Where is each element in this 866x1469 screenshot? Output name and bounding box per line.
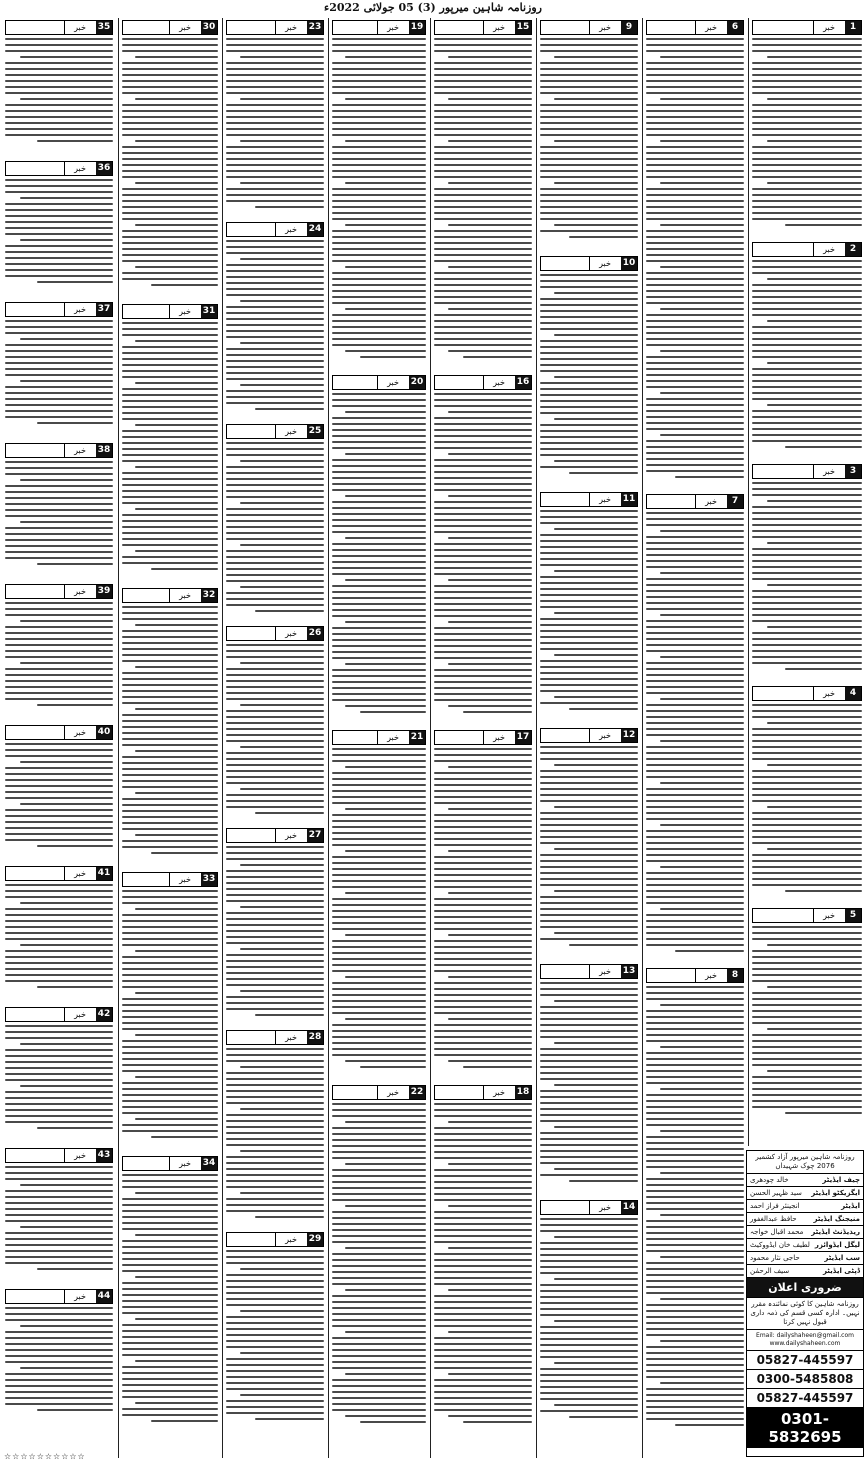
news-item: [332, 375, 426, 724]
news-item-number: 28: [308, 1032, 322, 1042]
news-item-tag: خبر: [377, 731, 408, 744]
news-item-number: 26: [308, 628, 322, 638]
news-item-tag: خبر: [813, 687, 844, 700]
news-item: [540, 256, 638, 486]
news-item-tag: خبر: [64, 1290, 95, 1303]
news-item-header: [226, 222, 324, 237]
news-item-body: [226, 644, 324, 814]
masthead-title: روزنامہ شاہین میرپور (3) 05 جولائی 2022ء: [324, 1, 542, 14]
news-item-header: [5, 584, 113, 599]
imprint-row: [747, 1252, 863, 1265]
news-item: [122, 1156, 218, 1434]
imprint-address: روزنامہ شاہین میرپور آزاد کشمیر 2076 چوک شہیداں: [747, 1151, 863, 1174]
imprint-row: [747, 1200, 863, 1213]
news-item-header: [226, 1030, 324, 1045]
news-item-body: [434, 393, 532, 713]
news-item: [5, 866, 113, 1001]
phone-2: 0300-5485808: [747, 1369, 863, 1388]
news-item-header: [5, 1289, 113, 1304]
contact-info: Email: dailyshaheen@gmail.com www.dailyshaheen.com: [756, 1332, 854, 1347]
news-item-body: [332, 1103, 426, 1423]
news-item: [540, 20, 638, 250]
news-item-body: [332, 38, 426, 358]
news-item-tag: خبر: [589, 1201, 620, 1214]
imprint-role: سب ایڈیٹر: [824, 1254, 860, 1262]
news-item: [752, 908, 862, 1124]
news-item-body: [5, 38, 113, 142]
news-item: [540, 1200, 638, 1430]
news-item: [122, 20, 218, 298]
news-item-number: 23: [308, 22, 322, 32]
news-item: [646, 968, 744, 1436]
news-item-tag: خبر: [169, 21, 200, 34]
news-item-header: [5, 725, 113, 740]
news-item-number: 10: [622, 258, 636, 268]
news-item-body: [540, 746, 638, 946]
news-item-header: [5, 866, 113, 881]
imprint-role: ایگزیکٹو ایڈیٹر: [811, 1189, 860, 1197]
news-item: [226, 828, 324, 1024]
imprint-role: چیف ایڈیٹر: [822, 1176, 860, 1184]
news-item-tag: خبر: [64, 303, 95, 316]
news-item-tag: خبر: [589, 729, 620, 742]
news-item-header: [5, 1148, 113, 1163]
news-item-number: 25: [308, 426, 322, 436]
news-item-body: [540, 38, 638, 238]
news-item: [752, 686, 862, 902]
news-item-header: [226, 828, 324, 843]
news-item-body: [332, 748, 426, 1068]
news-item-tag: خبر: [169, 589, 200, 602]
news-column: [2, 18, 116, 1458]
imprint-person: حاجی نثار محمود: [750, 1254, 800, 1262]
news-item-header: [5, 1007, 113, 1022]
news-item: [5, 1007, 113, 1142]
news-item: [226, 20, 324, 216]
news-item-header: [434, 375, 532, 390]
imprint-role: ایڈیٹر: [841, 1202, 860, 1210]
news-item-tag: خبر: [64, 444, 95, 457]
news-item-number: 19: [410, 22, 424, 32]
news-item-tag: خبر: [377, 21, 408, 34]
news-item-number: 30: [202, 22, 216, 32]
news-item-body: [5, 179, 113, 283]
news-item-header: [5, 161, 113, 176]
news-item-tag: خبر: [589, 257, 620, 270]
news-item-body: [122, 1174, 218, 1422]
imprint-box: [746, 1150, 864, 1457]
news-item-tag: خبر: [64, 585, 95, 598]
news-item-body: [540, 510, 638, 710]
footer-stars: ☆☆☆☆☆☆☆☆☆☆: [4, 1452, 86, 1461]
news-item-header: [752, 908, 862, 923]
news-item: [434, 20, 532, 369]
news-item: [226, 1030, 324, 1226]
news-column: [642, 18, 747, 1458]
news-item-number: 16: [516, 377, 530, 387]
imprint-person: خالد چودھری: [750, 1176, 789, 1184]
news-item-header: [5, 443, 113, 458]
news-item-body: [332, 393, 426, 713]
news-column: [328, 18, 429, 1458]
news-item-tag: خبر: [64, 162, 95, 175]
news-item-number: 15: [516, 22, 530, 32]
news-item: [540, 728, 638, 958]
news-item-body: [122, 322, 218, 570]
news-item-body: [540, 1218, 638, 1418]
news-item: [226, 1232, 324, 1428]
news-item-header: [540, 256, 638, 271]
imprint-row: [747, 1239, 863, 1252]
news-item-body: [226, 1250, 324, 1420]
imprint-person: سید ظہیر الحسن: [750, 1189, 802, 1197]
news-item-body: [752, 38, 862, 226]
imprint-person: لطیف خان ایڈووکیٹ: [750, 1241, 810, 1249]
news-item-body: [540, 982, 638, 1182]
news-item-number: 32: [202, 590, 216, 600]
news-item-tag: خبر: [64, 1008, 95, 1021]
imprint-role: منیجنگ ایڈیٹر: [813, 1215, 860, 1223]
news-item: [122, 304, 218, 582]
news-item-number: 29: [308, 1234, 322, 1244]
news-item: [226, 424, 324, 620]
news-item: [5, 1148, 113, 1283]
news-item: [752, 464, 862, 680]
news-item-tag: خبر: [813, 465, 844, 478]
news-item-number: 37: [97, 304, 111, 314]
news-item-header: [226, 1232, 324, 1247]
news-item-number: 34: [202, 1158, 216, 1168]
news-item-tag: خبر: [275, 21, 306, 34]
imprint-role: ریذیڈنٹ ایڈیٹر: [811, 1228, 860, 1236]
news-item-body: [5, 1307, 113, 1411]
news-item-number: 3: [845, 465, 861, 478]
news-item-body: [122, 38, 218, 286]
news-item: [5, 302, 113, 437]
news-item-body: [646, 512, 744, 952]
news-item-header: [752, 464, 862, 479]
news-item-body: [434, 38, 532, 358]
news-item-body: [752, 926, 862, 1114]
imprint-row: [747, 1213, 863, 1226]
news-item-body: [5, 743, 113, 847]
news-item-body: [752, 260, 862, 448]
news-item-number: 44: [97, 1291, 111, 1301]
news-item-tag: خبر: [275, 223, 306, 236]
news-item-body: [122, 890, 218, 1138]
news-item-number: 18: [516, 1087, 530, 1097]
news-column: [748, 18, 865, 1146]
news-item-number: 35: [97, 22, 111, 32]
news-item-number: 42: [97, 1009, 111, 1019]
news-item-body: [752, 482, 862, 670]
news-item-number: 33: [202, 874, 216, 884]
news-item-tag: خبر: [695, 969, 726, 982]
news-item-number: 13: [622, 966, 636, 976]
news-item-tag: خبر: [64, 1149, 95, 1162]
news-column: [536, 18, 641, 1458]
imprint-row: [747, 1174, 863, 1187]
news-item-body: [5, 884, 113, 988]
news-item-header: [540, 492, 638, 507]
news-item-body: [122, 606, 218, 854]
news-item-header: [540, 964, 638, 979]
news-item: [752, 20, 862, 236]
news-item-tag: خبر: [64, 21, 95, 34]
news-item-header: [646, 494, 744, 509]
news-item-body: [5, 461, 113, 565]
news-item-number: 8: [727, 969, 743, 982]
news-item: [226, 626, 324, 822]
news-item-body: [5, 320, 113, 424]
news-item-tag: خبر: [64, 867, 95, 880]
news-item-body: [226, 846, 324, 1016]
news-item-header: [5, 20, 113, 35]
imprint-row: [747, 1226, 863, 1239]
news-item-number: 14: [622, 1202, 636, 1212]
news-item-header: [752, 20, 862, 35]
news-item-number: 24: [308, 224, 322, 234]
news-item: [434, 730, 532, 1079]
news-item-tag: خبر: [64, 726, 95, 739]
news-item-tag: خبر: [483, 731, 514, 744]
news-item: [540, 964, 638, 1194]
news-item-body: [752, 704, 862, 892]
news-item: [332, 20, 426, 369]
news-item-number: 43: [97, 1150, 111, 1160]
news-item-tag: خبر: [483, 1086, 514, 1099]
news-item: [5, 20, 113, 155]
news-item-header: [122, 304, 218, 319]
imprint-role: ڈپٹی ایڈیٹر: [822, 1267, 860, 1275]
news-item: [5, 584, 113, 719]
news-item-header: [540, 1200, 638, 1215]
news-item-number: 5: [845, 909, 861, 922]
imprint-person: حافظ عبدالغفور: [750, 1215, 797, 1223]
news-item-body: [646, 38, 744, 478]
news-item-header: [646, 968, 744, 983]
news-column: [222, 18, 327, 1458]
news-item-tag: خبر: [483, 21, 514, 34]
phone-3: 05827-445597: [747, 1388, 863, 1407]
news-item-number: 41: [97, 868, 111, 878]
news-item-header: [540, 728, 638, 743]
news-item-number: 1: [845, 21, 861, 34]
news-item-header: [122, 20, 218, 35]
news-item: [540, 492, 638, 722]
news-item-body: [434, 1103, 532, 1423]
news-item-number: 22: [410, 1087, 424, 1097]
news-item: [752, 242, 862, 458]
news-item-tag: خبر: [589, 493, 620, 506]
news-item-number: 7: [727, 495, 743, 508]
news-item-body: [5, 602, 113, 706]
news-item: [5, 725, 113, 860]
news-item: [226, 222, 324, 418]
news-item-header: [332, 375, 426, 390]
news-item-number: 31: [202, 306, 216, 316]
news-item-number: 36: [97, 163, 111, 173]
news-item-header: [332, 730, 426, 745]
news-item: [5, 1289, 113, 1424]
news-item-number: 20: [410, 377, 424, 387]
news-item-header: [332, 20, 426, 35]
news-item-header: [752, 686, 862, 701]
news-item-number: 40: [97, 727, 111, 737]
news-item-body: [226, 240, 324, 410]
imprint-person: محمد اقبال خواجہ: [750, 1228, 804, 1236]
news-item-number: 2: [845, 243, 861, 256]
news-item-tag: خبر: [813, 243, 844, 256]
news-item-header: [434, 1085, 532, 1100]
news-item-body: [226, 1048, 324, 1218]
news-item-body: [540, 274, 638, 474]
news-item-number: 38: [97, 445, 111, 455]
news-item-header: [122, 872, 218, 887]
notice-text: روزنامہ شاہین کا کوئی نمائندہ مقرر نہیں۔ ادارہ کسی قسم کی ذمہ داری قبول نہیں کرتا: [747, 1298, 863, 1330]
news-item-number: 39: [97, 586, 111, 596]
news-item: [122, 588, 218, 866]
imprint-row: [747, 1265, 863, 1278]
news-item-number: 11: [622, 494, 636, 504]
news-item-body: [226, 38, 324, 208]
news-item-header: [122, 588, 218, 603]
news-item: [332, 730, 426, 1079]
news-item: [646, 20, 744, 488]
news-item-number: 21: [410, 732, 424, 742]
imprint-role: لیگل ایڈوائزر: [814, 1241, 860, 1249]
news-item-header: [226, 626, 324, 641]
news-item-body: [646, 986, 744, 1426]
news-item-header: [434, 20, 532, 35]
news-item: [5, 161, 113, 296]
news-item-tag: خبر: [169, 305, 200, 318]
phone-4: 0301-5832695: [747, 1407, 863, 1448]
news-item-tag: خبر: [695, 495, 726, 508]
news-item-tag: خبر: [377, 376, 408, 389]
news-item-tag: خبر: [169, 873, 200, 886]
news-item: [332, 1085, 426, 1434]
news-item-header: [332, 1085, 426, 1100]
news-item-tag: خبر: [275, 829, 306, 842]
news-item-header: [226, 424, 324, 439]
news-item: [5, 443, 113, 578]
news-item-body: [226, 442, 324, 612]
news-item-header: [5, 302, 113, 317]
news-item-tag: خبر: [695, 21, 726, 34]
news-column: [430, 18, 535, 1458]
phone-1: 05827-445597: [747, 1350, 863, 1369]
news-item-body: [5, 1166, 113, 1270]
news-item-tag: خبر: [813, 21, 844, 34]
news-item-body: [434, 748, 532, 1068]
news-item-header: [752, 242, 862, 257]
news-item-body: [5, 1025, 113, 1129]
news-item-number: 6: [727, 21, 743, 34]
notice-title: ضروری اعلان: [747, 1278, 863, 1298]
news-item: [122, 872, 218, 1150]
news-item-tag: خبر: [589, 21, 620, 34]
news-item: [646, 494, 744, 962]
news-item-number: 27: [308, 830, 322, 840]
news-item-tag: خبر: [275, 425, 306, 438]
news-item-tag: خبر: [483, 376, 514, 389]
news-item-tag: خبر: [589, 965, 620, 978]
news-item-tag: خبر: [275, 1031, 306, 1044]
imprint-person: انجینئر فراز احمد: [750, 1202, 800, 1210]
news-item-header: [540, 20, 638, 35]
news-item-header: [646, 20, 744, 35]
news-item: [434, 375, 532, 724]
news-item-header: [434, 730, 532, 745]
news-item: [434, 1085, 532, 1434]
imprint-row: [747, 1187, 863, 1200]
imprint-person: سیف الرحمٰن: [750, 1267, 790, 1275]
news-item-tag: خبر: [275, 627, 306, 640]
news-item-tag: خبر: [377, 1086, 408, 1099]
news-item-tag: خبر: [275, 1233, 306, 1246]
news-item-tag: خبر: [169, 1157, 200, 1170]
news-item-number: 12: [622, 730, 636, 740]
news-item-number: 4: [845, 687, 861, 700]
news-item-header: [122, 1156, 218, 1171]
news-column: [118, 18, 221, 1458]
news-item-number: 9: [621, 21, 637, 34]
news-item-number: 17: [516, 732, 530, 742]
news-item-header: [226, 20, 324, 35]
news-item-tag: خبر: [813, 909, 844, 922]
